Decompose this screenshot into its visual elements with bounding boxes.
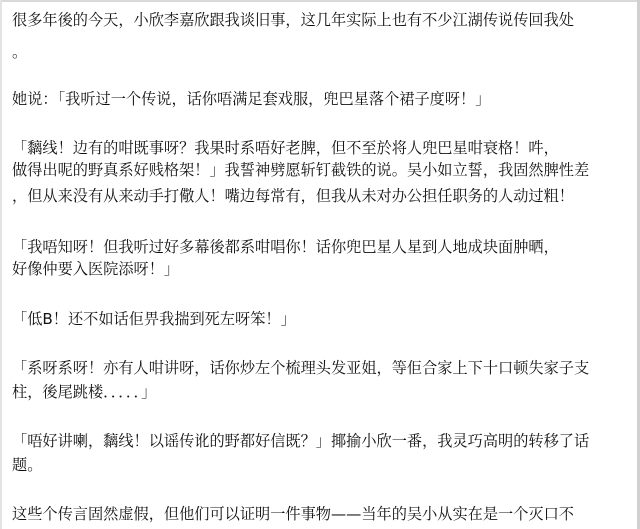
text-line: 。 xyxy=(12,43,28,61)
text-line: 好像仲要入医院添呀！」 xyxy=(12,260,180,278)
text-line: 柱，後尾跳楼．．．．．」 xyxy=(12,383,157,401)
text-line: ，但从来没有从来动手打儆人！嘴边每常有，但我从未对办公担任职务的人动过粗！ xyxy=(12,187,574,205)
text-line: 「系呀系呀！亦有人咁讲呀，话你炒左个梳理头发亚姐，等佢合家上下十口顿失家子支 xyxy=(12,359,590,377)
text-line: 她说：「我听过一个传说，话你唔满足套戏服，兜巴星落个裙子度呀！」 xyxy=(12,90,491,108)
text-line: 题。 xyxy=(12,456,43,474)
text-line: 「黐线！边有的咁既事呀？我果时系唔好老脾，但不至於将人兜巴星咁衰格！吽， xyxy=(12,139,559,157)
top-border xyxy=(0,0,640,2)
text-line: 做得出呢的野真系好贱格架！」我誓神劈愿斩钉截铁的说。吴小如立誓，我固然脾性差 xyxy=(12,161,590,179)
text-line: 很多年後的今天，小欣李嘉欣跟我谈旧事，这几年实际上也有不少江湖传说传回我处 xyxy=(12,11,574,29)
text-line: 「低B！还不如话佢畀我揣到死左呀笨！」 xyxy=(12,310,296,328)
text-line: 「唔好讲喇，黐线！以谣传讹的野都好信既？」揶揄小欣一番，我灵巧高明的转移了话 xyxy=(12,432,590,450)
text-line: 「我唔知呀！但我听过好多幕後都系咁唱你！话你兜巴星人星到人地成块面肿晒， xyxy=(12,238,559,256)
left-border xyxy=(0,0,2,529)
text-line: 这些个传言固然虚假，但他们可以证明一件事物——当年的吴小从实在是一个灭口不 xyxy=(12,505,574,523)
